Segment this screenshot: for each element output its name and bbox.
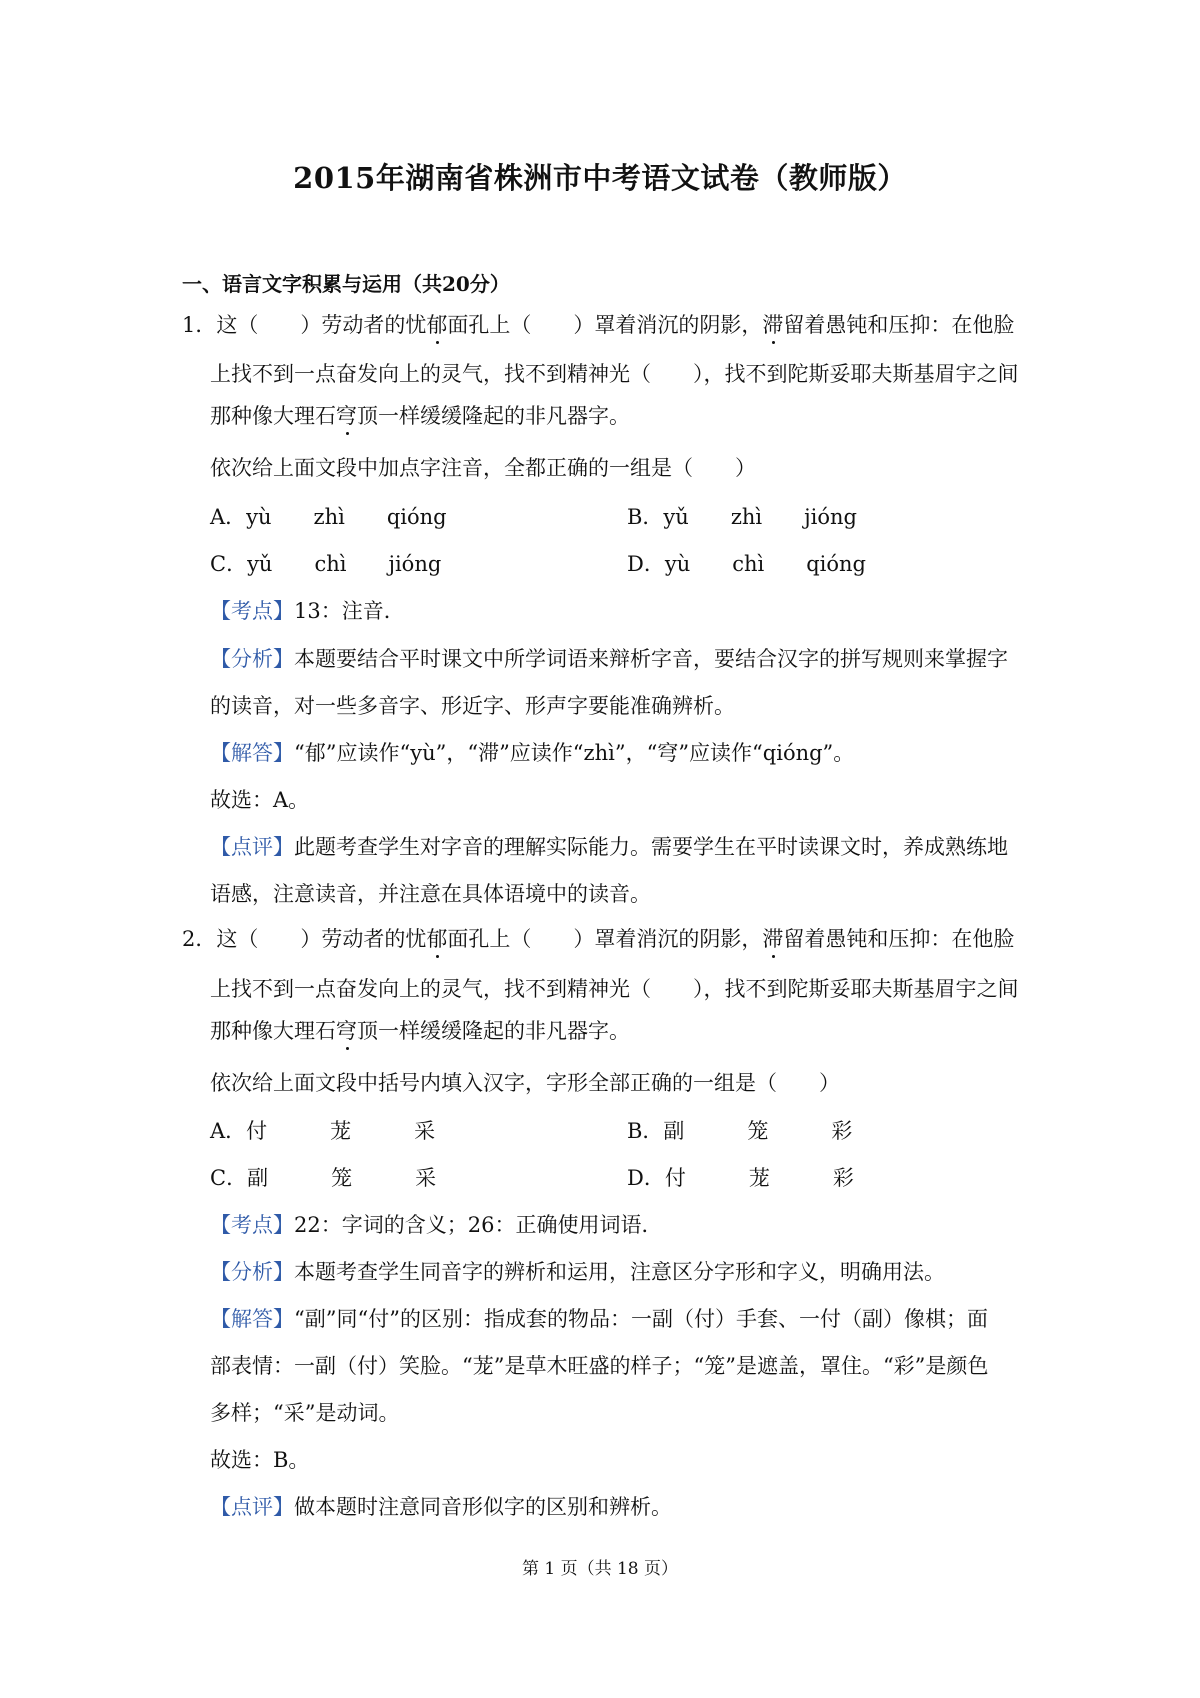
dotted-char: 郁 <box>426 313 448 337</box>
q1-fenxi-line-2: 的读音，对一些多音字、形近字、形声字要能准确辨析。 <box>210 694 735 718</box>
q1-option-d: D．yù chì qióng <box>627 552 866 576</box>
jieda-tag: 【解答】 <box>210 741 294 765</box>
q2-jieda-line-3: 多样；“采”是动词。 <box>210 1401 400 1425</box>
q1-option-c: C．yǔ chì jióng <box>210 552 442 576</box>
q1-text: 留着愚钝和压抑：在他脸 <box>783 313 1015 337</box>
fenxi-text: 本题要结合平时课文中所学词语来辩析字音，要结合汉字的拼写规则来掌握字 <box>294 647 1008 671</box>
q2-text: 留着愚钝和压抑：在他脸 <box>783 927 1015 951</box>
q2-kaodian <box>210 1211 662 1239</box>
q2-jieda-line-2: 部表情：一副（付）笑脸。“茏”是草木旺盛的样子；“笼”是遮盖，罩住。“彩”是颜色 <box>210 1354 989 1378</box>
q1-text: 面孔上（ ）罩着消沉的阴影， <box>447 313 763 337</box>
kaodian-text: 22：字词的含义；26：正确使用词语． <box>294 1213 663 1237</box>
q1-text: 1．这（ ）劳动者的忧 <box>182 313 427 337</box>
q1-text: 顶一样缓缓隆起的非凡器字。 <box>357 404 630 428</box>
q1-kaodian <box>210 597 405 625</box>
q2-option-a: A．付 茏 采 <box>210 1119 436 1143</box>
fenxi-tag: 【分析】 <box>210 1260 294 1284</box>
page-footer: 第 1 页（共 18 页） <box>521 1559 679 1579</box>
q1-fenxi-line-1 <box>210 645 1008 673</box>
dianping-tag: 【点评】 <box>210 835 294 859</box>
q2-option-b: B．副 笼 彩 <box>627 1119 853 1143</box>
page-title: 2015年湖南省株洲市中考语文试卷（教师版） <box>293 161 907 195</box>
q1-dianping-line-1 <box>210 833 1008 861</box>
q2-fenxi <box>210 1258 945 1286</box>
dotted-char: 滞 <box>762 927 784 951</box>
q1-dianping-line-2: 语感，注意读音，并注意在具体语境中的读音。 <box>210 882 651 906</box>
q2-passage-line-3 <box>210 1017 630 1045</box>
dianping-text: 此题考查学生对字音的理解实际能力。需要学生在平时读课文时，养成熟练地 <box>294 835 1008 859</box>
q2-text: 顶一样缓缓隆起的非凡器字。 <box>357 1019 630 1043</box>
kaodian-tag: 【考点】 <box>210 599 294 623</box>
fenxi-text: 本题考查学生同音字的辨析和运用，注意区分字形和字义，明确用法。 <box>294 1260 945 1284</box>
q1-text: 那种像大理石 <box>210 404 336 428</box>
q2-text: 2．这（ ）劳动者的忧 <box>182 927 427 951</box>
q1-question: 依次给上面文段中加点字注音，全都正确的一组是（ ） <box>210 456 756 480</box>
dotted-char: 郁 <box>426 927 448 951</box>
jieda-text: “郁”应读作“yù”，“滞”应读作“zhì”，“穹”应读作“qióng”。 <box>294 741 855 765</box>
jieda-tag: 【解答】 <box>210 1307 294 1331</box>
q1-option-a: A．yù zhì qióng <box>210 505 447 529</box>
q1-passage-line-3 <box>210 402 630 430</box>
q2-passage-line-1 <box>182 925 1014 953</box>
section-heading: 一、语言文字积累与运用（共20分） <box>182 272 510 296</box>
q2-text: 那种像大理石 <box>210 1019 336 1043</box>
dotted-char: 滞 <box>762 313 784 337</box>
q2-jieda-line-1 <box>210 1305 988 1333</box>
q1-passage-line-1 <box>182 311 1014 339</box>
q2-passage-line-2: 上找不到一点奋发向上的灵气，找不到精神光（ ），找不到陀斯妥耶夫斯基眉宇之间 <box>210 977 1019 1001</box>
q1-option-b: B．yǔ zhì jióng <box>627 505 857 529</box>
q1-answer: 故选：A。 <box>210 788 310 812</box>
jieda-text: “副”同“付”的区别：指成套的物品：一副（付）手套、一付（副）像棋；面 <box>294 1307 988 1331</box>
dotted-char: 穹 <box>336 1019 357 1043</box>
q1-passage-line-2: 上找不到一点奋发向上的灵气，找不到精神光（ ），找不到陀斯妥耶夫斯基眉宇之间 <box>210 362 1019 386</box>
dotted-char: 穹 <box>336 404 357 428</box>
q2-text: 面孔上（ ）罩着消沉的阴影， <box>447 927 763 951</box>
q1-jieda <box>210 739 854 767</box>
q2-answer: 故选：B。 <box>210 1448 310 1472</box>
q2-dianping <box>210 1493 672 1521</box>
fenxi-tag: 【分析】 <box>210 647 294 671</box>
dianping-text: 做本题时注意同音形似字的区别和辨析。 <box>294 1495 672 1519</box>
q2-question: 依次给上面文段中括号内填入汉字，字形全部正确的一组是（ ） <box>210 1071 840 1095</box>
kaodian-text: 13：注音． <box>294 599 405 623</box>
q2-option-c: C．副 笼 采 <box>210 1166 437 1190</box>
q2-option-d: D．付 茏 彩 <box>627 1166 854 1190</box>
kaodian-tag: 【考点】 <box>210 1213 294 1237</box>
dianping-tag: 【点评】 <box>210 1495 294 1519</box>
